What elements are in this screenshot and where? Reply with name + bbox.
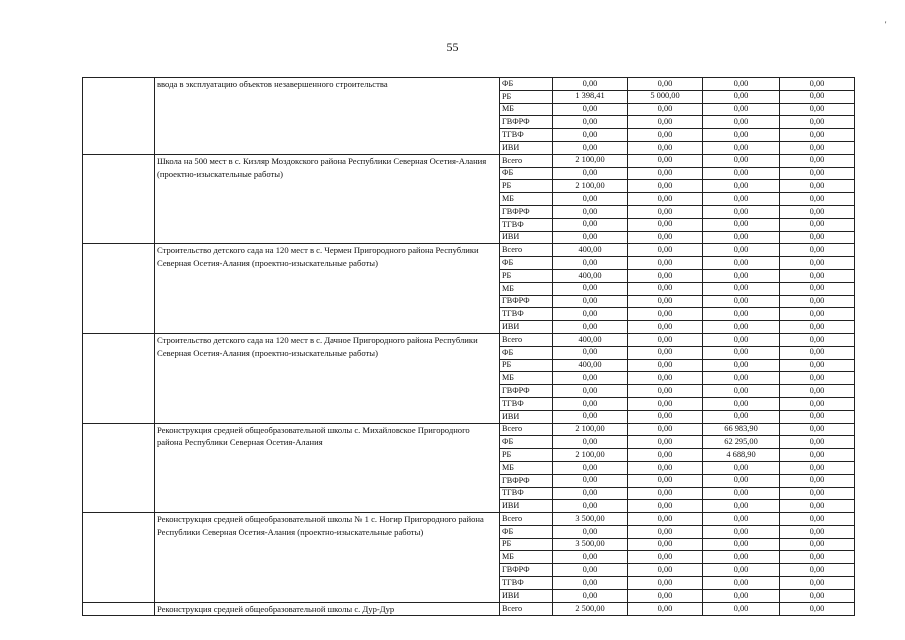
amount-cell: 0,00 [780, 589, 855, 602]
amount-cell: 0,00 [628, 410, 703, 423]
amount-cell: 0,00 [553, 385, 628, 398]
amount-cell: 0,00 [553, 410, 628, 423]
amount-cell: 0,00 [703, 577, 780, 590]
amount-cell: 0,00 [780, 167, 855, 180]
funding-source: ФБ [500, 346, 553, 359]
amount-cell: 0,00 [703, 295, 780, 308]
object-description: Реконструкция средней общеобразовательной школы с. Михайловское Пригородного района Республики Северная Осетия-Алания [155, 423, 500, 513]
amount-cell: 66 983,90 [703, 423, 780, 436]
amount-cell: 0,00 [628, 551, 703, 564]
funding-source: ФБ [500, 525, 553, 538]
amount-cell: 0,00 [703, 129, 780, 142]
amount-cell: 0,00 [628, 397, 703, 410]
amount-cell: 0,00 [628, 308, 703, 321]
amount-cell: 0,00 [628, 78, 703, 91]
amount-cell: 0,00 [553, 487, 628, 500]
amount-cell: 0,00 [553, 295, 628, 308]
amount-cell: 0,00 [780, 346, 855, 359]
amount-cell: 0,00 [780, 577, 855, 590]
budget-table [82, 77, 855, 616]
amount-cell: 0,00 [780, 180, 855, 193]
amount-cell: 0,00 [703, 308, 780, 321]
amount-cell: 0,00 [628, 564, 703, 577]
amount-cell: 0,00 [628, 461, 703, 474]
amount-cell: 0,00 [703, 269, 780, 282]
amount-cell: 0,00 [780, 551, 855, 564]
amount-cell: 0,00 [703, 359, 780, 372]
funding-source: ГВФРФ [500, 205, 553, 218]
funding-source: ТГВФ [500, 218, 553, 231]
amount-cell: 0,00 [553, 282, 628, 295]
funding-source: РБ [500, 449, 553, 462]
amount-cell: 0,00 [703, 257, 780, 270]
funding-source: Всего [500, 333, 553, 346]
table-row [83, 333, 855, 346]
amount-cell: 0,00 [553, 78, 628, 91]
amount-cell: 0,00 [780, 385, 855, 398]
amount-cell: 0,00 [553, 564, 628, 577]
object-description: ввода в эксплуатацию объектов незавершенного строительства [155, 78, 500, 155]
amount-cell: 5 000,00 [628, 90, 703, 103]
amount-cell: 0,00 [628, 193, 703, 206]
amount-cell: 0,00 [780, 244, 855, 257]
amount-cell: 0,00 [628, 282, 703, 295]
funding-source: ТГВФ [500, 397, 553, 410]
amount-cell: 0,00 [780, 141, 855, 154]
amount-cell: 0,00 [628, 449, 703, 462]
amount-cell: 0,00 [628, 487, 703, 500]
funding-source: МБ [500, 282, 553, 295]
amount-cell: 0,00 [780, 321, 855, 334]
amount-cell: 0,00 [628, 116, 703, 129]
amount-cell: 0,00 [553, 436, 628, 449]
amount-cell: 3 500,00 [553, 538, 628, 551]
amount-cell: 0,00 [703, 589, 780, 602]
amount-cell: 0,00 [780, 333, 855, 346]
funding-source: ИВИ [500, 410, 553, 423]
funding-source: Всего [500, 423, 553, 436]
table-row [83, 244, 855, 257]
amount-cell: 400,00 [553, 333, 628, 346]
amount-cell: 0,00 [780, 154, 855, 167]
amount-cell: 0,00 [553, 346, 628, 359]
amount-cell: 0,00 [780, 295, 855, 308]
amount-cell: 0,00 [553, 257, 628, 270]
amount-cell: 0,00 [628, 385, 703, 398]
amount-cell: 0,00 [628, 103, 703, 116]
amount-cell: 0,00 [553, 589, 628, 602]
row-number-cell [83, 602, 155, 616]
amount-cell: 0,00 [553, 321, 628, 334]
funding-source: МБ [500, 551, 553, 564]
amount-cell: 0,00 [628, 513, 703, 526]
amount-cell: 2 500,00 [553, 602, 628, 616]
funding-source: ТГВФ [500, 308, 553, 321]
amount-cell: 0,00 [703, 231, 780, 244]
amount-cell: 0,00 [703, 218, 780, 231]
funding-source: РБ [500, 538, 553, 551]
amount-cell: 0,00 [628, 538, 703, 551]
row-number-cell [83, 423, 155, 513]
amount-cell: 0,00 [703, 397, 780, 410]
object-description: Школа на 500 мест в с. Кизляр Моздокского района Республики Северная Осетия-Алания (проектно-изыскательные работы) [155, 154, 500, 244]
amount-cell: 0,00 [703, 474, 780, 487]
amount-cell: 0,00 [553, 218, 628, 231]
amount-cell: 0,00 [780, 397, 855, 410]
object-description: Реконструкция средней общеобразовательной школы с. Дур-Дур [155, 602, 500, 616]
amount-cell: 0,00 [628, 269, 703, 282]
amount-cell: 0,00 [780, 538, 855, 551]
amount-cell: 0,00 [628, 295, 703, 308]
amount-cell: 0,00 [703, 525, 780, 538]
amount-cell: 0,00 [628, 589, 703, 602]
funding-source: МБ [500, 372, 553, 385]
amount-cell: 0,00 [703, 564, 780, 577]
amount-cell: 0,00 [703, 513, 780, 526]
funding-source: МБ [500, 103, 553, 116]
amount-cell: 0,00 [628, 346, 703, 359]
amount-cell: 0,00 [703, 410, 780, 423]
funding-source: ИВИ [500, 589, 553, 602]
funding-source: Всего [500, 602, 553, 616]
amount-cell: 0,00 [628, 333, 703, 346]
amount-cell: 0,00 [553, 103, 628, 116]
corner-mark: ' [885, 20, 887, 29]
amount-cell: 0,00 [628, 423, 703, 436]
amount-cell: 0,00 [780, 218, 855, 231]
amount-cell: 0,00 [703, 602, 780, 616]
amount-cell: 0,00 [780, 436, 855, 449]
amount-cell: 0,00 [703, 78, 780, 91]
amount-cell: 400,00 [553, 244, 628, 257]
object-description: Строительство детского сада на 120 мест в с. Чермен Пригородного района Республики Северная Осетия-Алания (проектно-изыскательные работы) [155, 244, 500, 334]
amount-cell: 0,00 [780, 103, 855, 116]
amount-cell: 400,00 [553, 359, 628, 372]
funding-source: ГВФРФ [500, 116, 553, 129]
amount-cell: 0,00 [628, 231, 703, 244]
amount-cell: 0,00 [780, 359, 855, 372]
amount-cell: 0,00 [780, 257, 855, 270]
row-number-cell [83, 78, 155, 155]
amount-cell: 0,00 [780, 372, 855, 385]
amount-cell: 0,00 [628, 180, 703, 193]
funding-source: РБ [500, 90, 553, 103]
amount-cell: 0,00 [553, 372, 628, 385]
row-number-cell [83, 513, 155, 603]
amount-cell: 0,00 [553, 551, 628, 564]
amount-cell: 0,00 [628, 359, 703, 372]
amount-cell: 0,00 [703, 461, 780, 474]
table-row [83, 423, 855, 436]
amount-cell: 0,00 [703, 141, 780, 154]
amount-cell: 2 100,00 [553, 423, 628, 436]
amount-cell: 0,00 [628, 129, 703, 142]
amount-cell: 0,00 [628, 474, 703, 487]
amount-cell: 0,00 [553, 193, 628, 206]
amount-cell: 0,00 [703, 116, 780, 129]
amount-cell: 0,00 [780, 90, 855, 103]
amount-cell: 0,00 [780, 410, 855, 423]
funding-source: МБ [500, 461, 553, 474]
funding-source: Всего [500, 513, 553, 526]
amount-cell: 0,00 [703, 244, 780, 257]
funding-source: ФБ [500, 436, 553, 449]
funding-source: ГВФРФ [500, 385, 553, 398]
amount-cell: 0,00 [628, 602, 703, 616]
amount-cell: 0,00 [628, 141, 703, 154]
object-description: Строительство детского сада на 120 мест в с. Дачное Пригородного района Республики Северная Осетия-Алания (проектно-изыскательные работы) [155, 333, 500, 423]
funding-source: ИВИ [500, 231, 553, 244]
amount-cell: 62 295,00 [703, 436, 780, 449]
amount-cell: 0,00 [553, 231, 628, 244]
funding-source: Всего [500, 154, 553, 167]
amount-cell: 0,00 [780, 500, 855, 513]
amount-cell: 0,00 [703, 282, 780, 295]
amount-cell: 0,00 [553, 525, 628, 538]
amount-cell: 0,00 [628, 372, 703, 385]
funding-source: ГВФРФ [500, 474, 553, 487]
funding-source: ФБ [500, 78, 553, 91]
amount-cell: 0,00 [780, 513, 855, 526]
amount-cell: 0,00 [628, 577, 703, 590]
amount-cell: 0,00 [780, 78, 855, 91]
amount-cell: 0,00 [553, 474, 628, 487]
amount-cell: 0,00 [703, 538, 780, 551]
amount-cell: 0,00 [628, 205, 703, 218]
amount-cell: 0,00 [703, 500, 780, 513]
amount-cell: 0,00 [780, 116, 855, 129]
amount-cell: 0,00 [703, 551, 780, 564]
amount-cell: 0,00 [553, 129, 628, 142]
amount-cell: 0,00 [780, 269, 855, 282]
budget-table-body [83, 78, 855, 616]
amount-cell: 0,00 [703, 333, 780, 346]
amount-cell: 0,00 [628, 218, 703, 231]
amount-cell: 0,00 [628, 500, 703, 513]
amount-cell: 2 100,00 [553, 180, 628, 193]
amount-cell: 0,00 [780, 525, 855, 538]
funding-source: Всего [500, 244, 553, 257]
amount-cell: 0,00 [703, 372, 780, 385]
amount-cell: 0,00 [703, 346, 780, 359]
amount-cell: 0,00 [628, 244, 703, 257]
amount-cell: 0,00 [703, 385, 780, 398]
amount-cell: 0,00 [553, 461, 628, 474]
row-number-cell [83, 333, 155, 423]
row-number-cell [83, 154, 155, 244]
amount-cell: 2 100,00 [553, 449, 628, 462]
amount-cell: 0,00 [780, 474, 855, 487]
amount-cell: 0,00 [553, 167, 628, 180]
amount-cell: 0,00 [780, 129, 855, 142]
page-number: 55 [446, 40, 459, 54]
amount-cell: 4 688,90 [703, 449, 780, 462]
funding-source: МБ [500, 193, 553, 206]
funding-source: РБ [500, 359, 553, 372]
object-description: Реконструкция средней общеобразовательной школы № 1 с. Ногир Пригородного района Республики Северная Осетия-Алания (проектно-изыскательные работы) [155, 513, 500, 603]
table-row [83, 154, 855, 167]
funding-source: ИВИ [500, 321, 553, 334]
amount-cell: 0,00 [780, 487, 855, 500]
table-row [83, 513, 855, 526]
amount-cell: 0,00 [780, 449, 855, 462]
amount-cell: 0,00 [780, 423, 855, 436]
amount-cell: 0,00 [780, 564, 855, 577]
funding-source: ИВИ [500, 500, 553, 513]
funding-source: ГВФРФ [500, 564, 553, 577]
amount-cell: 0,00 [628, 525, 703, 538]
amount-cell: 0,00 [553, 205, 628, 218]
amount-cell: 1 398,41 [553, 90, 628, 103]
amount-cell: 0,00 [553, 116, 628, 129]
amount-cell: 0,00 [553, 141, 628, 154]
row-number-cell [83, 244, 155, 334]
amount-cell: 0,00 [703, 193, 780, 206]
amount-cell: 0,00 [553, 500, 628, 513]
table-row [83, 78, 855, 91]
amount-cell: 0,00 [780, 602, 855, 616]
amount-cell: 400,00 [553, 269, 628, 282]
funding-source: ТГВФ [500, 487, 553, 500]
amount-cell: 0,00 [628, 321, 703, 334]
funding-source: ФБ [500, 257, 553, 270]
funding-source: РБ [500, 180, 553, 193]
amount-cell: 0,00 [703, 167, 780, 180]
amount-cell: 0,00 [780, 205, 855, 218]
amount-cell: 0,00 [703, 154, 780, 167]
funding-source: ГВФРФ [500, 295, 553, 308]
amount-cell: 0,00 [780, 282, 855, 295]
amount-cell: 0,00 [703, 487, 780, 500]
amount-cell: 0,00 [703, 90, 780, 103]
amount-cell: 0,00 [703, 205, 780, 218]
amount-cell: 0,00 [628, 436, 703, 449]
amount-cell: 0,00 [553, 397, 628, 410]
amount-cell: 0,00 [780, 308, 855, 321]
amount-cell: 0,00 [780, 231, 855, 244]
funding-source: РБ [500, 269, 553, 282]
amount-cell: 0,00 [553, 577, 628, 590]
amount-cell: 0,00 [628, 154, 703, 167]
amount-cell: 0,00 [703, 180, 780, 193]
amount-cell: 2 100,00 [553, 154, 628, 167]
funding-source: ФБ [500, 167, 553, 180]
amount-cell: 3 500,00 [553, 513, 628, 526]
table-row [83, 602, 855, 616]
amount-cell: 0,00 [780, 461, 855, 474]
amount-cell: 0,00 [703, 103, 780, 116]
amount-cell: 0,00 [780, 193, 855, 206]
amount-cell: 0,00 [553, 308, 628, 321]
funding-source: ИВИ [500, 141, 553, 154]
amount-cell: 0,00 [703, 321, 780, 334]
funding-source: ТГВФ [500, 129, 553, 142]
amount-cell: 0,00 [628, 167, 703, 180]
amount-cell: 0,00 [628, 257, 703, 270]
funding-source: ТГВФ [500, 577, 553, 590]
